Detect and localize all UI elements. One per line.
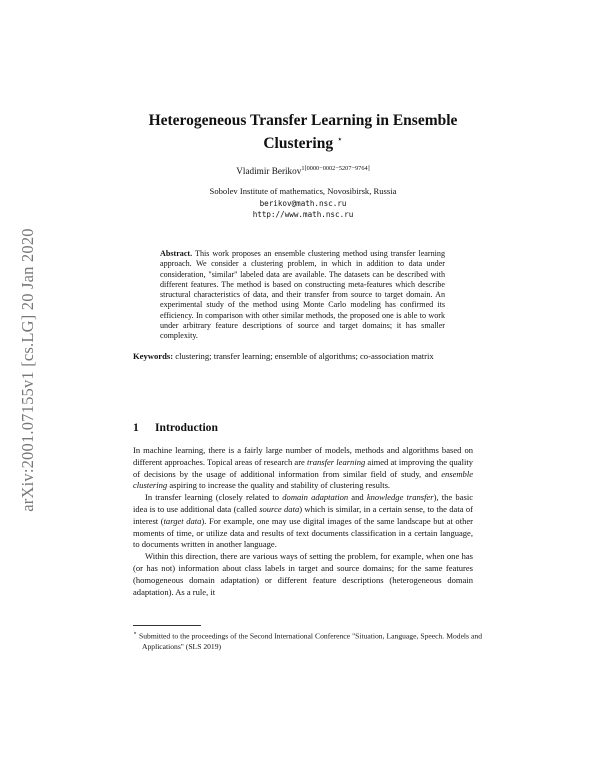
paragraph: Within this direction, there are various ways of setting the problem, for example, when one has (or has not) information about class labels in target and source domains; for the same features (homogeneous domain adaptation) or different feature descriptions (heterogeneous domain adaptation). As a rule, it (133, 551, 473, 597)
paragraph: In machine learning, there is a fairly large number of models, methods and algorithms based on different approaches. Topical areas of research are transfer learning aimed at improving the quality of decisions by the usage of additional information from similar field of study, and ensemble clustering aspiring to increase the quality and stability of clustering results. (133, 445, 473, 491)
section-number: 1 (133, 421, 139, 434)
author-line (133, 165, 473, 176)
author-name: Vladimir Berikov (236, 166, 302, 177)
section-title: Introduction (155, 421, 218, 434)
keywords-text: clustering; transfer learning; ensemble of algorithms; co-association matrix (175, 351, 434, 361)
arxiv-sidebar-stamp (18, 190, 38, 550)
affiliation: Sobolev Institute of mathematics, Novosibirsk, Russia (209, 186, 397, 196)
footnote (133, 629, 482, 652)
footnote-text: Submitted to the proceedings of the Second International Conference "Situation, Language, Speech. Models and Applications" (SLS 2019) (139, 631, 482, 651)
title-footnote-mark: ⋆ (336, 134, 343, 144)
author-email[interactable]: berikov@math.nsc.ru (259, 198, 347, 208)
affiliation-block (133, 186, 473, 221)
keywords (133, 351, 473, 363)
abstract-label: Abstract. (160, 249, 193, 258)
footnote-rule (133, 625, 201, 626)
abstract (160, 249, 445, 342)
paper-title (133, 111, 473, 153)
arxiv-identifier: arXiv:2001.07155v1 [cs.LG] 20 Jan 2020 (18, 228, 37, 512)
keywords-label: Keywords: (133, 351, 174, 361)
institute-url[interactable]: http://www.math.nsc.ru (252, 210, 354, 219)
footnote-mark: ⋆ (133, 630, 137, 637)
section-body (133, 445, 473, 598)
abstract-text: This work proposes an ensemble clustering method using transfer learning approach. We consider a clustering problem, in which in addition to data under consideration, "similar" labeled data are available. The datasets can be described with different features. The method is based on constructing meta-features which describe structural characteristics of data, and their transfer from source to target domain. An experimental study of the method using Monte Carlo modeling has confirmed its efficiency. In comparison with other similar methods, the proposed one is able to work under arbitrary feature descriptions of source and target domains; it has smaller complexity. (160, 249, 445, 341)
section-heading (133, 421, 473, 434)
paragraph: In transfer learning (closely related to domain adaptation and knowledge transfer), the basic idea is to use additional data (called source data) which is similar, in a certain sense, to the data of interest (target data). For example, one may use digital images of the same landscape but at other moments of time, or utilize data and results of text documents classification in a certain language, to documents written in another language. (133, 492, 473, 550)
author-orcid: 1[0000−0002−5207−9764] (301, 165, 370, 172)
paper-title-text: Heterogeneous Transfer Learning in Ensemble Clustering (148, 112, 458, 153)
